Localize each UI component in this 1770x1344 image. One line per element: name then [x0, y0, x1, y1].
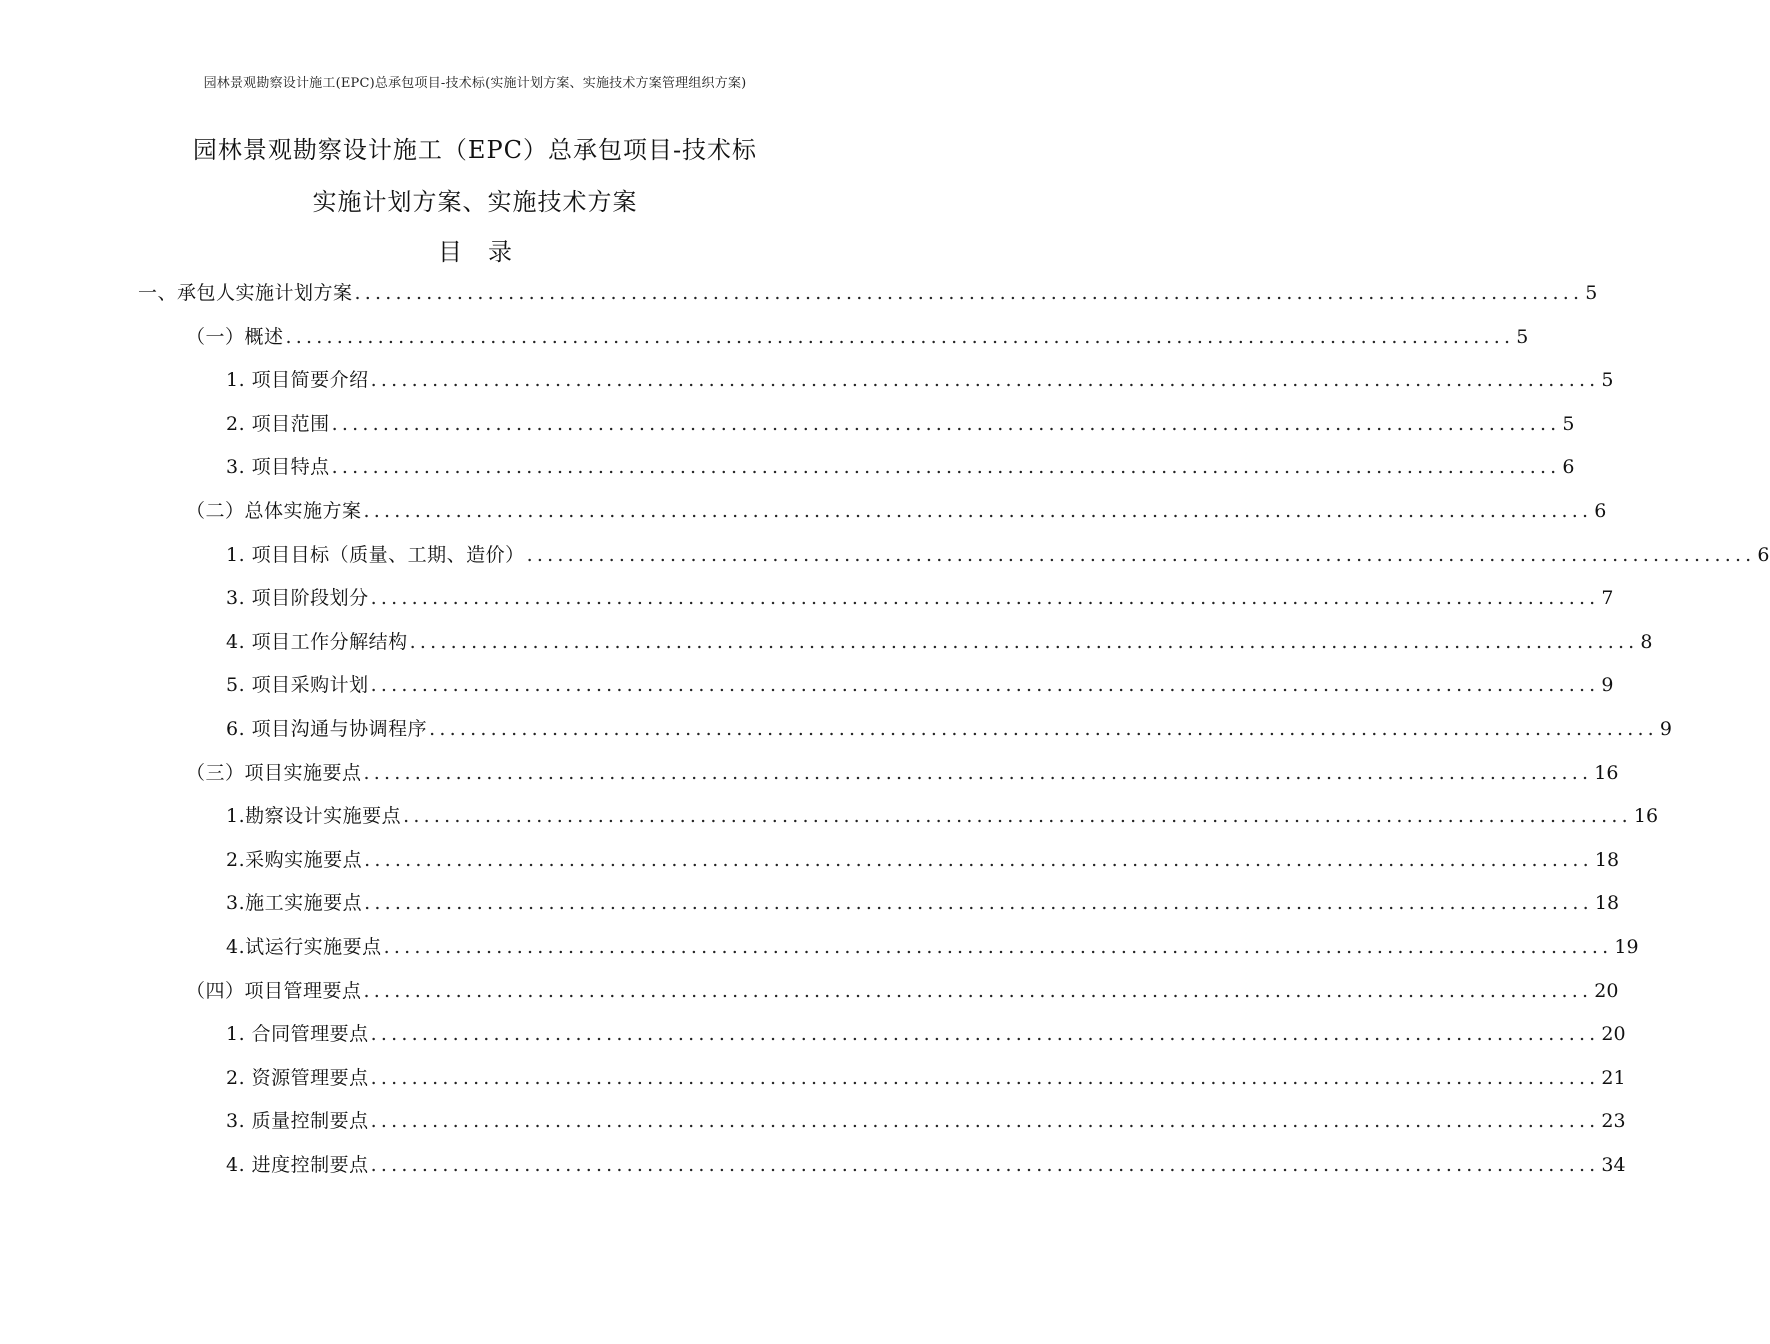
toc-entry[interactable]	[226, 670, 1614, 702]
toc-entry[interactable]	[226, 888, 1620, 920]
toc-leader-dots: ........................................................................................................................	[364, 892, 1593, 915]
toc-entry[interactable]	[226, 932, 1639, 964]
toc-entry[interactable]	[186, 976, 1619, 1008]
toc-entry-page: 20	[1594, 979, 1619, 1002]
toc-entry-page: 6	[1562, 456, 1575, 479]
toc-entry-label: 3. 质量控制要点	[226, 1110, 369, 1133]
toc-leader-dots: ........................................................................................................................	[409, 630, 1639, 653]
toc-entry[interactable]	[186, 496, 1607, 528]
toc-entry[interactable]	[186, 322, 1529, 354]
toc-entry-page: 20	[1601, 1023, 1626, 1046]
toc-entry[interactable]	[226, 714, 1673, 746]
toc-leader-dots: ........................................................................................................................	[363, 500, 1593, 522]
toc-entry-label: 1. 项目目标（质量、工期、造价）	[226, 543, 525, 566]
toc-entry-page: 16	[1633, 805, 1659, 828]
toc-entry-page: 5	[1585, 282, 1598, 304]
toc-entry-label: （一）概述	[186, 325, 284, 348]
toc-entry[interactable]	[226, 452, 1575, 484]
toc-leader-dots: ........................................................................................................................	[363, 761, 1593, 784]
toc-leader-dots: ........................................................................................................................	[403, 805, 1632, 828]
toc-leader-dots: ........................................................................................................................	[370, 1154, 1600, 1176]
toc-entry-label: 4. 项目工作分解结构	[226, 630, 408, 653]
toc-entry-label: 4. 进度控制要点	[226, 1154, 369, 1176]
toc-entry-label: （四）项目管理要点	[186, 979, 362, 1002]
toc-entry-page: 7	[1601, 587, 1614, 610]
toc-leader-dots: ........................................................................................................................	[383, 936, 1613, 958]
toc-leader-dots: ........................................................................................................................	[370, 587, 1600, 610]
toc-entry-page: 6	[1757, 543, 1770, 566]
toc-entry[interactable]	[226, 540, 1770, 572]
toc-entry-label: 5. 项目采购计划	[226, 674, 369, 697]
toc-entry[interactable]	[226, 627, 1653, 659]
toc-leader-dots: ........................................................................................................................	[331, 456, 1561, 479]
toc-entry-label: 1. 合同管理要点	[226, 1023, 369, 1046]
toc-entry-page: 9	[1659, 718, 1673, 740]
toc-entry-label: 3.施工实施要点	[226, 892, 363, 915]
toc-entry-page: 18	[1594, 892, 1620, 915]
toc-entry[interactable]	[226, 583, 1614, 615]
toc-entry-label: 3. 项目阶段划分	[226, 587, 369, 610]
toc-entry[interactable]	[226, 801, 1659, 833]
toc-entry-page: 34	[1601, 1154, 1626, 1176]
toc-entry-label: 一、承包人实施计划方案	[138, 282, 353, 304]
toc-entry-page: 18	[1594, 848, 1620, 871]
document-subtitle: 实施计划方案、实施技术方案	[312, 188, 638, 216]
toc-leader-dots: ........................................................................................................................	[331, 412, 1561, 435]
toc-leader-dots: ........................................................................................................................	[429, 718, 1658, 740]
toc-entry-label: （二）总体实施方案	[186, 500, 362, 522]
toc-entry-page: 6	[1594, 500, 1607, 522]
toc-leader-dots: ........................................................................................................................	[354, 282, 1584, 304]
toc-entry-page: 9	[1601, 674, 1614, 697]
toc-entry-page: 5	[1601, 369, 1614, 392]
toc-entry-page: 19	[1614, 936, 1639, 958]
toc-entry-page: 21	[1601, 1066, 1626, 1089]
toc-entry-label: 3. 项目特点	[226, 456, 330, 479]
toc-entry-page: 5	[1562, 412, 1575, 435]
toc-leader-dots: ........................................................................................................................	[370, 674, 1600, 697]
toc-entry[interactable]	[226, 365, 1614, 397]
toc-entry-label: 6. 项目沟通与协调程序	[226, 718, 428, 740]
toc-entry[interactable]	[138, 278, 1598, 310]
toc-entry[interactable]	[226, 1106, 1626, 1138]
toc-entry[interactable]	[226, 1063, 1626, 1095]
toc-entry-label: 2. 资源管理要点	[226, 1066, 369, 1089]
toc-leader-dots: ........................................................................................................................	[370, 1066, 1600, 1089]
toc-entry-page: 23	[1601, 1110, 1626, 1133]
toc-entry[interactable]	[226, 1150, 1626, 1182]
toc-entry-label: 2. 项目范围	[226, 412, 330, 435]
running-header: 园林景观勘察设计施工(EPC)总承包项目-技术标(实施计划方案、实施技术方案管理组织方案)	[203, 76, 747, 91]
toc-leader-dots: ........................................................................................................................	[364, 848, 1593, 871]
toc-leader-dots: ........................................................................................................................	[363, 979, 1593, 1002]
toc-entry[interactable]	[226, 845, 1620, 877]
toc-entry[interactable]	[186, 758, 1619, 790]
toc-entry-label: 4.试运行实施要点	[226, 936, 382, 958]
toc-entry-label: 1.勘察设计实施要点	[226, 805, 402, 828]
document-title: 园林景观勘察设计施工（EPC）总承包项目-技术标	[192, 136, 758, 164]
toc-leader-dots: ........................................................................................................................	[526, 543, 1756, 566]
toc-entry-page: 8	[1640, 630, 1653, 653]
toc-entry-label: 2.采购实施要点	[226, 848, 363, 871]
toc-entry-page: 16	[1594, 761, 1619, 784]
toc-entry-page: 5	[1516, 325, 1529, 348]
toc-entry-label: 1. 项目简要介绍	[226, 369, 369, 392]
toc-leader-dots: ........................................................................................................................	[370, 1110, 1600, 1133]
toc-leader-dots: ........................................................................................................................	[285, 325, 1515, 348]
toc-entry[interactable]	[226, 1019, 1626, 1051]
toc-entry-label: （三）项目实施要点	[186, 761, 362, 784]
toc-leader-dots: ........................................................................................................................	[370, 369, 1600, 392]
toc-heading: 目录	[438, 238, 538, 266]
toc-entry[interactable]	[226, 409, 1575, 441]
toc-leader-dots: ........................................................................................................................	[370, 1023, 1600, 1046]
